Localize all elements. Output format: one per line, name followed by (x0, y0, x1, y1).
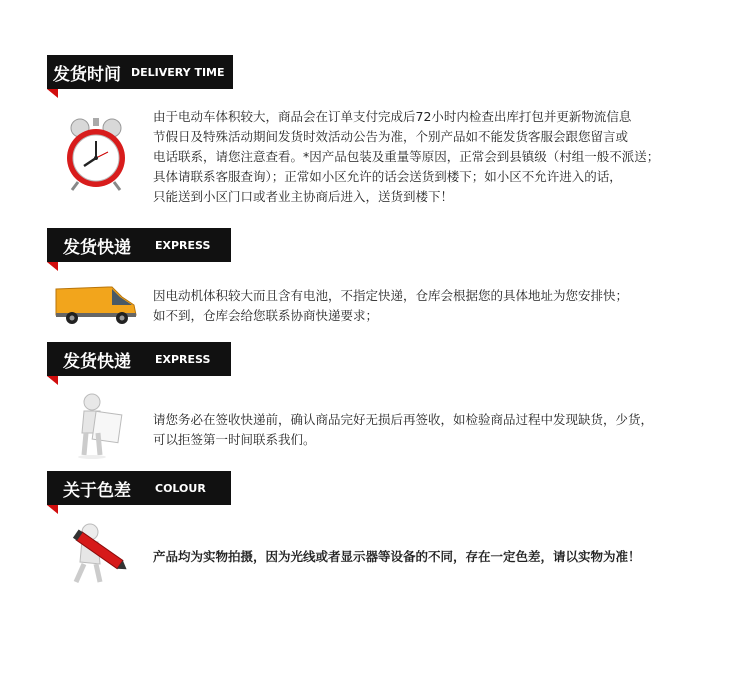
section-title-en: EXPRESS (155, 352, 211, 366)
person-with-pencil-icon (68, 520, 134, 586)
section-title-cn: 发货时间 (53, 64, 121, 85)
body-line: 由于电动车体积较大，商品会在订单支付完成后72小时内检查出库打包并更新物流信息 (153, 109, 632, 124)
section-title-en: DELIVERY TIME (131, 65, 225, 79)
section-body-express-2 (153, 410, 653, 450)
body-line: 节假日及特殊活动期间发货时效活动公告为准，个别产品如不能发货客服会跟您留言或 (153, 129, 629, 144)
section-body-colour (153, 547, 641, 567)
section-title-en: EXPRESS (155, 238, 211, 252)
body-line: 请您务必在签收快递前，确认商品完好无损后再签收，如检验商品过程中发现缺货，少货， (153, 412, 654, 427)
alarm-clock-icon (64, 116, 128, 192)
delivery-van-icon (52, 283, 140, 325)
section-title-cn: 关于色差 (63, 480, 131, 501)
body-line: 产品均为实物拍摄，因为光线或者显示器等设备的不同，存在一定色差，请以实物为准！ (153, 549, 641, 564)
person-with-sign-icon (74, 393, 124, 459)
header-fold-decoration (47, 89, 58, 98)
section-header-express-2 (47, 342, 231, 376)
section-title-en: COLOUR (155, 481, 206, 495)
section-title-cn: 发货快递 (63, 351, 131, 372)
section-body-express-1 (153, 286, 628, 326)
header-fold-decoration (47, 262, 58, 271)
section-header-colour (47, 471, 231, 505)
header-fold-decoration (47, 376, 58, 385)
body-line: 电话联系，请您注意查看。*因产品包装及重量等原因，正常会到县镇级（村组一般不派送； (153, 149, 660, 164)
section-header-express-1 (47, 228, 231, 262)
body-line: 如不到，仓库会给您联系协商快递要求； (153, 308, 379, 323)
body-line: 具体请联系客服查询）；正常如小区允许的话会送货到楼下；如小区不允许进入的话， (153, 169, 622, 184)
body-line: 可以拒签第一时间联系我们。 (153, 432, 316, 447)
section-title-cn: 发货快递 (63, 237, 131, 258)
body-line: 只能送到小区门口或者业主协商后进入，送货到楼下！ (153, 189, 454, 204)
section-header-delivery-time (47, 55, 233, 89)
body-line: 因电动机体积较大而且含有电池，不指定快递，仓库会根据您的具体地址为您安排快； (153, 288, 629, 303)
header-fold-decoration (47, 505, 58, 514)
section-body-delivery-time (153, 107, 659, 207)
